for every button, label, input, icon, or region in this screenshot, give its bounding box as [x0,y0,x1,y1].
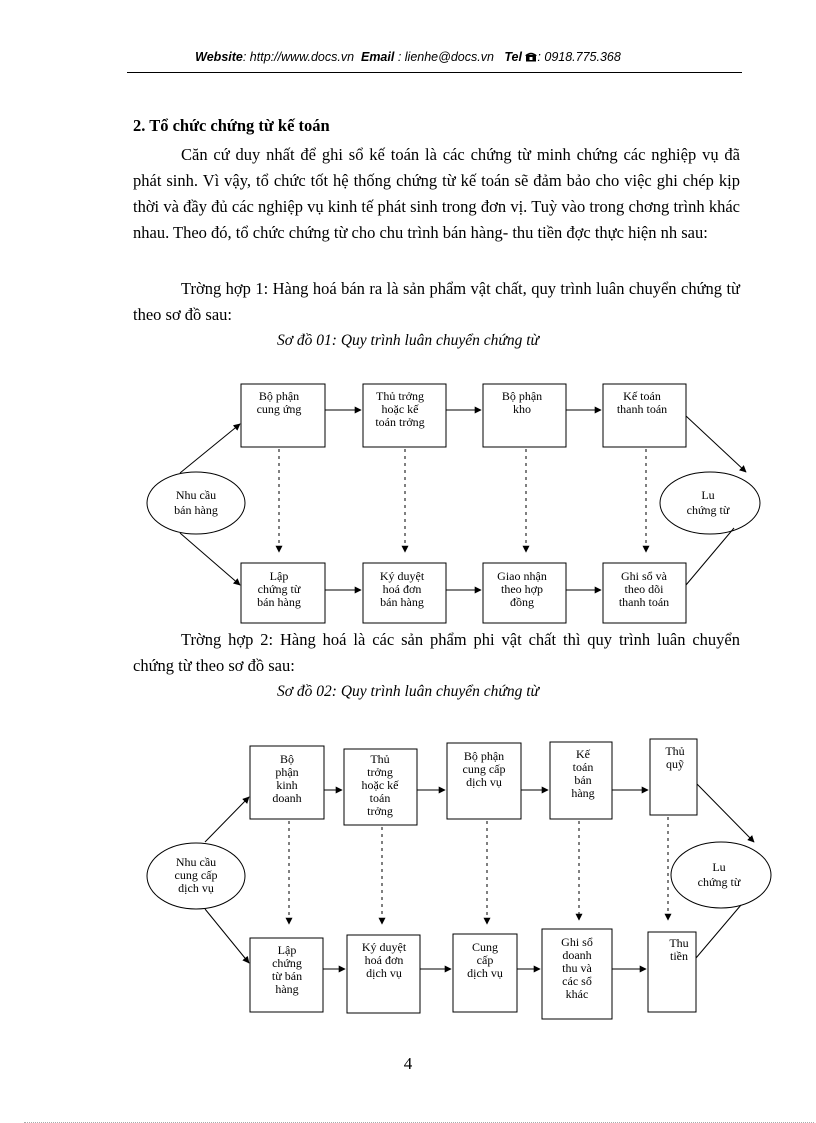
d2-end-label: chứng từ [697,875,741,889]
box-label: hoá đơn [364,953,404,967]
box-label: cung cấp [462,762,506,776]
intro-paragraph: Căn cứ duy nhất để ghi sổ kế toán là các chứng từ minh chứng các nghiệp vụ đã phát sinh. Vì vậy, tổ chức tốt hệ thống chứng từ kế toán sẽ đảm bảo cho việc ghi chép kịp thời và đầy đủ các nghiệp vụ kinh tế phát sinh trong đơn vị. Tuỳ vào trong chơng trình khác nhau. Theo đó, tổ chức chứng từ cho chu trình bán hàng- thu tiền đợc thực hiện nh sau: [133,145,740,242]
box-label: cung ứng [256,402,302,416]
box-label: dịch vụ [466,775,502,789]
box-label: cấp [476,953,494,967]
d2-end-node [671,842,771,908]
box-label: thanh toán [618,595,670,609]
box-label: Bộ phận [258,389,300,403]
d1-end-label: Lu [701,488,715,502]
d1-process-box [603,384,686,447]
d1-end-label: chứng từ [686,503,730,517]
d1-process-box [483,384,566,447]
email-label: Email [360,50,395,64]
box-label: doanh [272,791,302,805]
box-label: Kế toán [623,389,661,403]
box-label: Ghi sổ [561,935,593,949]
box-label: doanh [562,948,592,962]
d2-process-box [550,742,612,819]
box-label: khác [565,987,589,1001]
d1-process-box [363,384,446,447]
box-label: trởng [367,765,393,779]
box-label: Ký duyệt [379,569,425,583]
box-label: hàng [571,786,595,800]
box-label: Bộ [279,752,295,766]
d2-process-box [347,935,420,1013]
diagram-2 [147,739,771,1019]
d1-process-box [241,384,325,447]
box-label: bán hàng [257,595,301,609]
box-label: bán hàng [380,595,424,609]
case-1-paragraph: Trờng hợp 1: Hàng hoá bán ra là sản phẩm vật chất, quy trình luân chuyển chứng từ theo sơ đồ sau: [133,279,740,324]
box-label: quỹ [666,757,684,771]
d2-process-box [648,932,696,1012]
d1-end-node [660,472,760,534]
diagram-1 [147,384,760,623]
box-label: hoá đơn [382,582,422,596]
d2-process-box [650,739,697,815]
d1-process-box [241,563,325,623]
d1-start-node [147,472,245,534]
box-label: toán [369,791,391,805]
box-label: Thủ [370,752,390,766]
box-label: bán [574,773,592,787]
diagram-1-caption: Sơ đồ 01: Quy trình luân chuyển chứng từ [277,332,539,349]
case-2-paragraph: Trờng hợp 2: Hàng hoá là các sản phẩm phi vật chất thì quy trình luân chuyển chứng từ theo sơ đồ sau: [133,630,740,675]
d1-process-box [483,563,566,623]
box-label: Ghi sổ và [621,569,667,583]
d1-start-label: Nhu cầu [175,488,217,502]
box-label: hàng [275,982,299,996]
box-label: chứng từ [257,582,301,596]
box-label: Bộ phận [463,749,505,763]
section-heading: 2. Tổ chức chứng từ kế toán [133,116,330,135]
d2-process-box [542,929,612,1019]
box-label: thanh toán [616,402,668,416]
d2-process-box [250,938,323,1012]
d2-process-box [344,749,417,825]
box-label: các sổ [562,974,592,988]
d2-process-box [453,934,517,1012]
box-label: theo hợp [500,582,544,596]
box-label: Lập [277,943,297,957]
box-label: tiền [670,949,688,963]
email-address[interactable]: : lienhe@docs.vn [394,50,494,64]
d2-end-label: Lu [712,860,726,874]
tel-label: Tel [504,50,522,64]
box-label: kho [513,402,531,416]
box-label: hoặc kế [381,402,419,416]
d1-start-label: bán hàng [174,503,218,517]
box-label: toán trởng [375,415,425,429]
box-label: Cung [471,940,499,954]
box-label: từ bán [271,969,303,983]
d2-process-box [447,743,521,819]
box-label: kinh [276,778,298,792]
box-label: Ký duyệt [361,940,407,954]
d1-process-box [603,563,686,623]
box-label: Thủ [665,744,685,758]
box-label: hoặc kế [361,778,399,792]
box-label: theo dõi [624,582,664,596]
box-label: Thu [669,936,689,950]
box-label: Giao nhận [497,569,547,583]
page-number: 4 [403,1054,413,1073]
d2-start-node [147,843,245,909]
diagram-2-caption: Sơ đồ 02: Quy trình luân chuyển chứng từ [277,683,539,700]
box-label: Lập [269,569,289,583]
box-label: Thủ trởng [375,389,425,403]
d2-start-label: Nhu cầu [175,855,217,869]
box-label: dịch vụ [366,966,402,980]
box-label: thu và [562,961,592,975]
d2-process-box [250,746,324,819]
d1-process-box [363,563,446,623]
box-label: đồng [510,595,534,609]
tel-number: : 0918.775.368 [537,50,621,64]
box-label: toán [572,760,594,774]
box-label: chứng [272,956,302,970]
box-label: dịch vụ [467,966,503,980]
box-label: Bộ phận [501,389,543,403]
d2-start-label: dịch vụ [178,881,214,895]
website-label: Website [195,50,243,64]
box-label: trởng [367,804,393,818]
box-label: Kế [576,747,590,761]
box-label: phận [275,765,299,779]
d2-start-label: cung cấp [174,868,218,882]
website-url[interactable]: : http://www.docs.vn [242,50,355,64]
